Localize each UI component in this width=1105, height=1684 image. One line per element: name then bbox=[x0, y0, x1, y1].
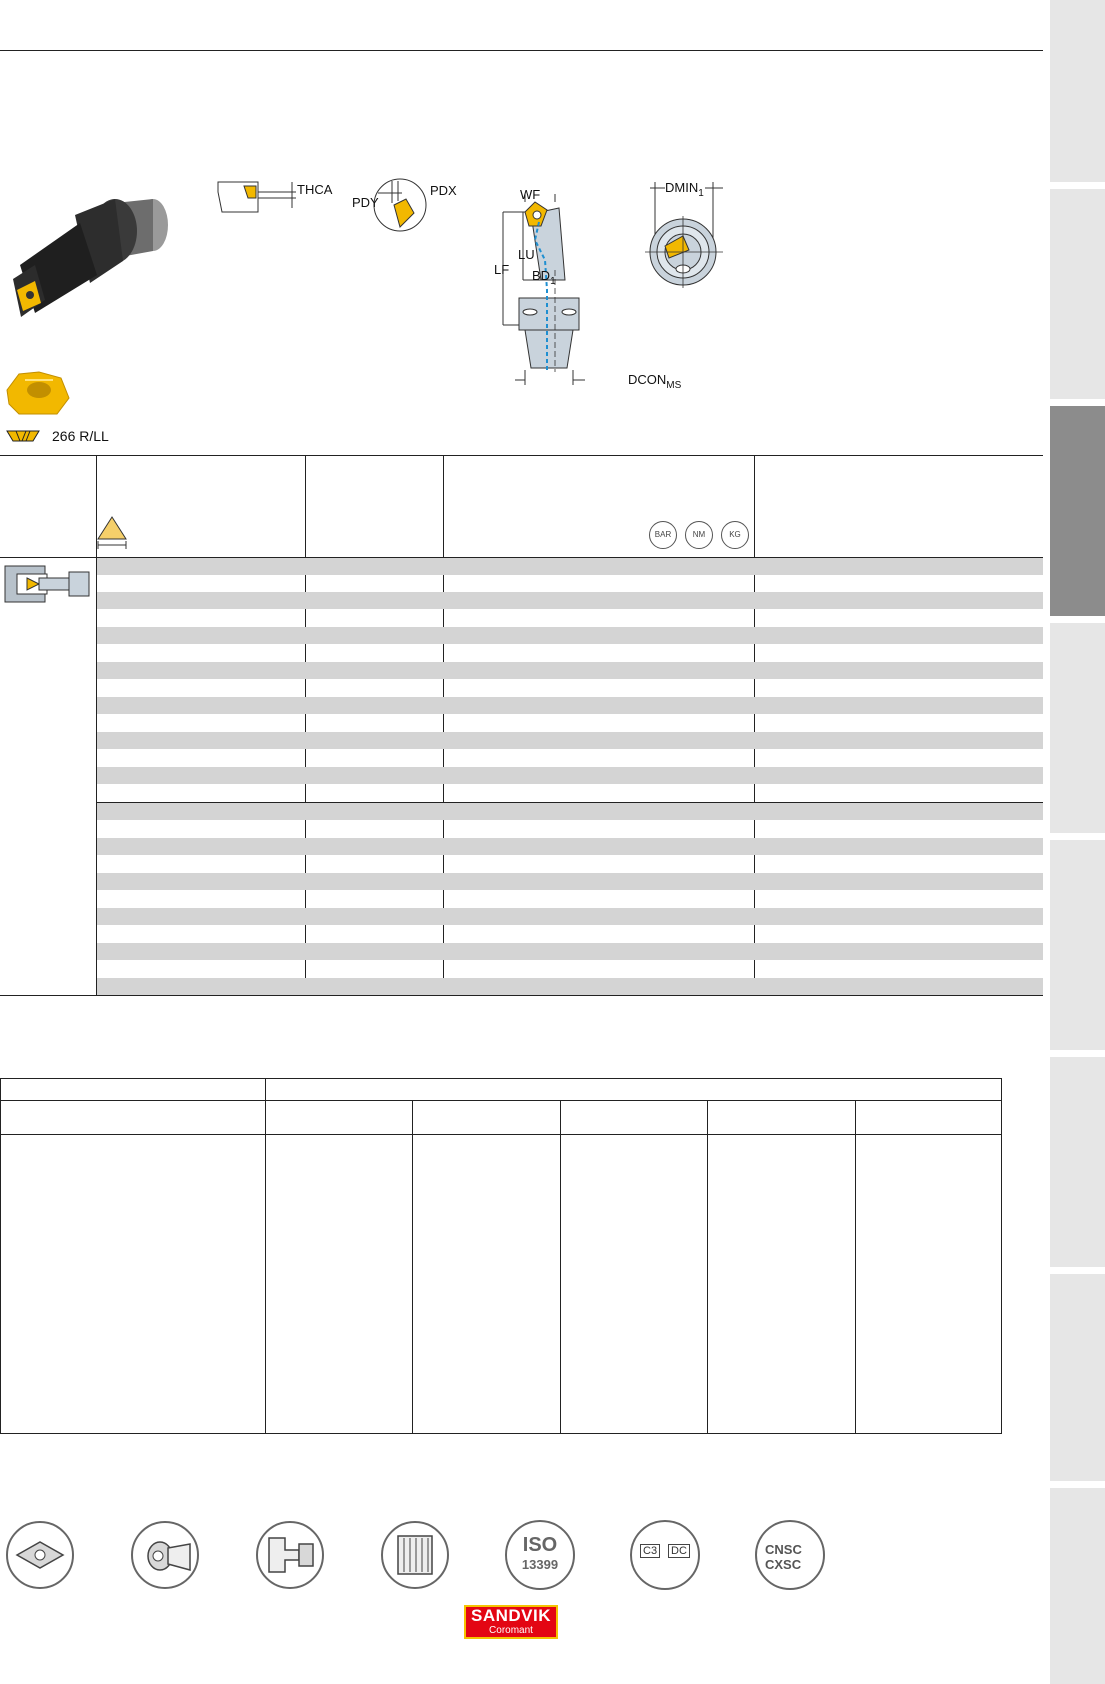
bd1-label bbox=[532, 268, 556, 287]
code-key-c3: C3 bbox=[640, 1544, 660, 1558]
boring-bar-end-view bbox=[645, 180, 725, 290]
bar-badge: BAR bbox=[649, 521, 677, 549]
row-stripe bbox=[97, 838, 1043, 855]
logo-sub-text: Coromant bbox=[489, 1625, 533, 1636]
row-stripe bbox=[97, 558, 1043, 575]
side-tab-4[interactable] bbox=[1050, 623, 1105, 833]
row-stripe bbox=[97, 662, 1043, 679]
thread-profile-icon bbox=[96, 515, 128, 551]
bd-text: BD bbox=[532, 268, 551, 283]
dmin-subscript: 1 bbox=[698, 188, 704, 199]
wf-label: WF bbox=[520, 187, 541, 202]
logo-main-text: SANDVIK bbox=[470, 1606, 551, 1625]
nm-badge: NM bbox=[685, 521, 713, 549]
dcon-ms-label bbox=[628, 372, 682, 391]
code-key-dc: DC bbox=[668, 1544, 690, 1558]
side-tab-8[interactable] bbox=[1050, 1488, 1105, 1684]
pdx-label: PDX bbox=[430, 183, 457, 198]
insert-type-label: 266 R/LL bbox=[52, 428, 109, 444]
toolholder-icon[interactable] bbox=[130, 1520, 200, 1590]
tool-holder-image bbox=[5, 195, 175, 330]
row-stripe bbox=[97, 943, 1043, 960]
dmin-text: DMIN bbox=[665, 180, 699, 195]
internal-threading-icon bbox=[3, 564, 93, 604]
collet-icon[interactable] bbox=[380, 1520, 450, 1590]
side-tab-3-active[interactable] bbox=[1050, 406, 1105, 616]
code-key-icon[interactable] bbox=[630, 1520, 700, 1590]
row-stripe bbox=[97, 627, 1043, 644]
row-stripe bbox=[97, 732, 1043, 749]
insert-image bbox=[5, 368, 71, 418]
thca-label: THCA bbox=[297, 182, 333, 197]
row-stripe bbox=[97, 873, 1043, 890]
row-stripe bbox=[97, 803, 1043, 820]
cxsc-text: CXSC bbox=[765, 1557, 802, 1572]
row-stripe bbox=[97, 697, 1043, 714]
kg-badge: KG bbox=[721, 521, 749, 549]
dcon-subscript: MS bbox=[666, 380, 682, 391]
sandvik-coromant-logo bbox=[464, 1605, 558, 1639]
iso-text: ISO bbox=[522, 1534, 558, 1556]
dcon-text: DCON bbox=[628, 372, 667, 387]
row-stripe bbox=[97, 592, 1043, 609]
iso-13399-icon[interactable] bbox=[505, 1520, 575, 1590]
boring-bar-side-view bbox=[495, 180, 635, 390]
lf-label: LF bbox=[494, 262, 510, 277]
lu-label: LU bbox=[518, 247, 535, 262]
side-tab-7[interactable] bbox=[1050, 1274, 1105, 1481]
side-tab-6[interactable] bbox=[1050, 1057, 1105, 1267]
row-stripe bbox=[97, 908, 1043, 925]
side-tab-1[interactable] bbox=[1050, 0, 1105, 182]
insert-icon[interactable] bbox=[5, 1520, 75, 1590]
row-stripe bbox=[97, 767, 1043, 784]
side-tab-2[interactable] bbox=[1050, 189, 1105, 399]
top-rule bbox=[0, 50, 1043, 51]
thca-diagram bbox=[214, 178, 299, 220]
dmin1-label bbox=[665, 180, 704, 199]
cnsc-cxsc-icon[interactable] bbox=[755, 1520, 825, 1590]
cnsc-text: CNSC bbox=[765, 1542, 802, 1557]
pdx-pdy-diagram bbox=[372, 175, 428, 235]
adaptor-icon[interactable] bbox=[255, 1520, 325, 1590]
side-tab-5[interactable] bbox=[1050, 840, 1105, 1050]
iso-number: 13399 bbox=[521, 1557, 559, 1572]
bd-subscript: 1 bbox=[550, 276, 556, 287]
row-stripe bbox=[97, 978, 1043, 995]
pdy-label: PDY bbox=[352, 195, 379, 210]
accessories-table bbox=[0, 1078, 1002, 1434]
thread-insert-icon bbox=[6, 429, 40, 443]
